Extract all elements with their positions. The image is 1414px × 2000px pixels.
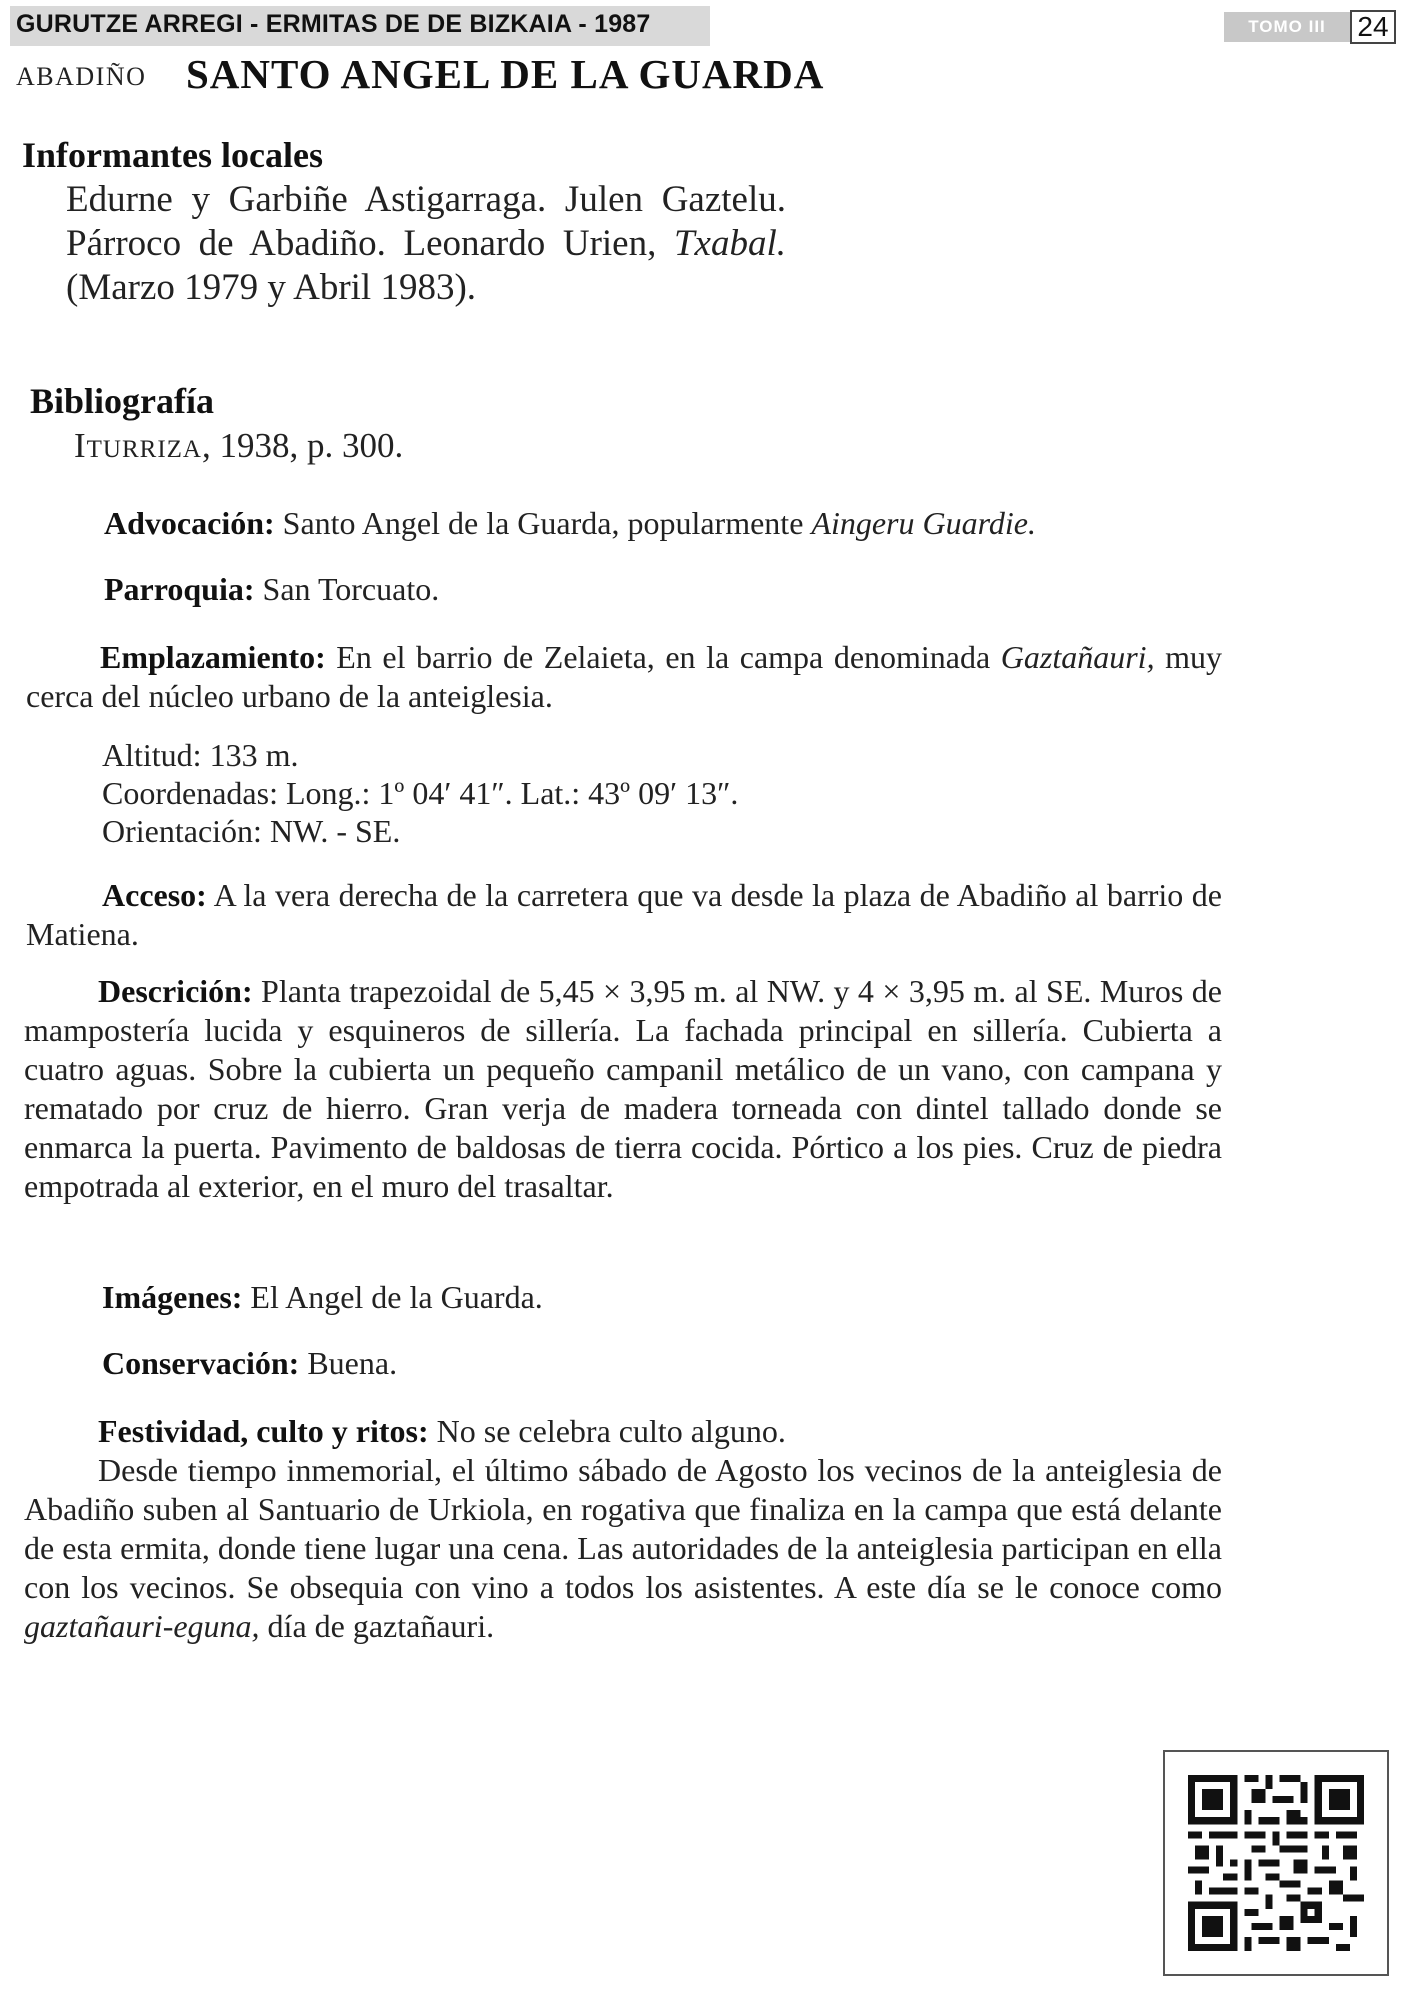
advocacion [104,504,1224,543]
festividad-label: Festividad, culto y ritos: [98,1413,429,1449]
parroquia-text: San Torcuato. [254,571,440,607]
informantes-italic: Txabal. [673,223,786,264]
emplazamiento [26,638,1222,716]
tomo-label: TOMO III [1224,12,1350,42]
festividad-p2-tail: día de gaztañauri. [259,1608,495,1644]
descricion-text: Planta trapezoidal de 5,45 × 3,95 m. al NW. y 4 × 3,95 m. al SE. Muros de mampostería lucida y esquineros de sillería. La fachada principal en sillería. Cubierta a cuatro aguas. Sobre la cubierta un pequeño campanil metálico de un vano, con campana y rematado por cruz de hierro. Gran verja de madera torneada con dintel tallado donde se enmarca la puerta. Pavimento de baldosas de tierra cocida. Pórtico a los pies. Cruz de piedra empotrada al exterior, en el muro del trasaltar. [24,973,1222,1204]
orientacion: Orientación: NW. - SE. [102,813,401,849]
bibliografia-text [74,426,403,466]
qr-code-icon [1188,1775,1364,1951]
imagenes-text: El Angel de la Guarda. [242,1279,543,1315]
advocacion-italic: Aingeru Guardie. [811,505,1036,541]
qr-code [1163,1750,1389,1976]
bibliografia-heading: Bibliografía [30,381,215,421]
emplazamiento-tail: muy cerca del núcleo urbano de la anteiglesia. [26,639,1223,714]
acceso-label: Acceso: [102,877,207,913]
festividad-p2-text: Desde tiempo inmemorial, el último sábado de Agosto los vecinos de la anteiglesia de Abadiño suben al Santuario de Urkiola, en rogativa que finaliza en la campa que está delante de esta ermita, donde tiene lugar una cena. Las autoridades de la anteiglesia participan en ella con los vecinos. Se obsequia con vino a todos los asistentes. A este día se le conoce como [24,1452,1222,1605]
advocacion-text: Santo Angel de la Guarda, popularmente [274,505,812,541]
advocacion-label: Advocación: [104,505,275,541]
page-title: SANTO ANGEL DE LA GUARDA [186,51,825,97]
parroquia-label: Parroquia: [104,571,255,607]
imagenes-label: Imágenes: [102,1279,243,1315]
running-title: GURUTZE ARREGI - ERMITAS DE DE BIZKAIA - 1987 [16,10,651,38]
emplazamiento-italic: Gaztañauri, [1000,639,1155,675]
descricion [24,972,1222,1206]
emplazamiento-label: Emplazamiento: [100,639,326,675]
festividad-text: No se celebra culto alguno. [428,1413,786,1449]
informantes-tail: (Marzo 1979 y Abril 1983). [66,267,477,308]
parroquia [104,570,1224,609]
informantes-heading: Informantes locales [22,135,323,175]
conservacion-text: Buena. [299,1345,398,1381]
informantes-text [66,178,786,310]
conservacion-label: Conservación: [102,1345,300,1381]
descricion-label: Descrición: [98,973,253,1009]
festividad-p2-italic: gaztañauri-eguna, [24,1608,260,1644]
bibliografia-author: Iturriza [74,426,202,465]
acceso-text: A la vera derecha de la carretera que va desde la plaza de Abadiño al barrio de Matiena. [26,877,1222,952]
conservacion [102,1344,1222,1383]
municipio: ABADIÑO [16,62,147,91]
altitud: Altitud: 133 m. [102,737,299,773]
festividad-paragraph-2 [24,1451,1222,1646]
informantes-plain: Edurne y Garbiñe Astigarraga. Julen Gaztelu. Párroco de Abadiño. Leonardo Urien, [66,179,786,264]
festividad [98,1412,1222,1451]
bibliografia-ref: , 1938, p. 300. [201,426,404,465]
imagenes [102,1278,1222,1317]
coordenadas: Coordenadas: Long.: 1º 04′ 41″. Lat.: 43º 09′ 13″. [102,775,739,811]
acceso [26,876,1222,954]
page-number: 24 [1350,10,1396,44]
emplazamiento-text: En el barrio de Zelaieta, en la campa denominada [325,639,1001,675]
